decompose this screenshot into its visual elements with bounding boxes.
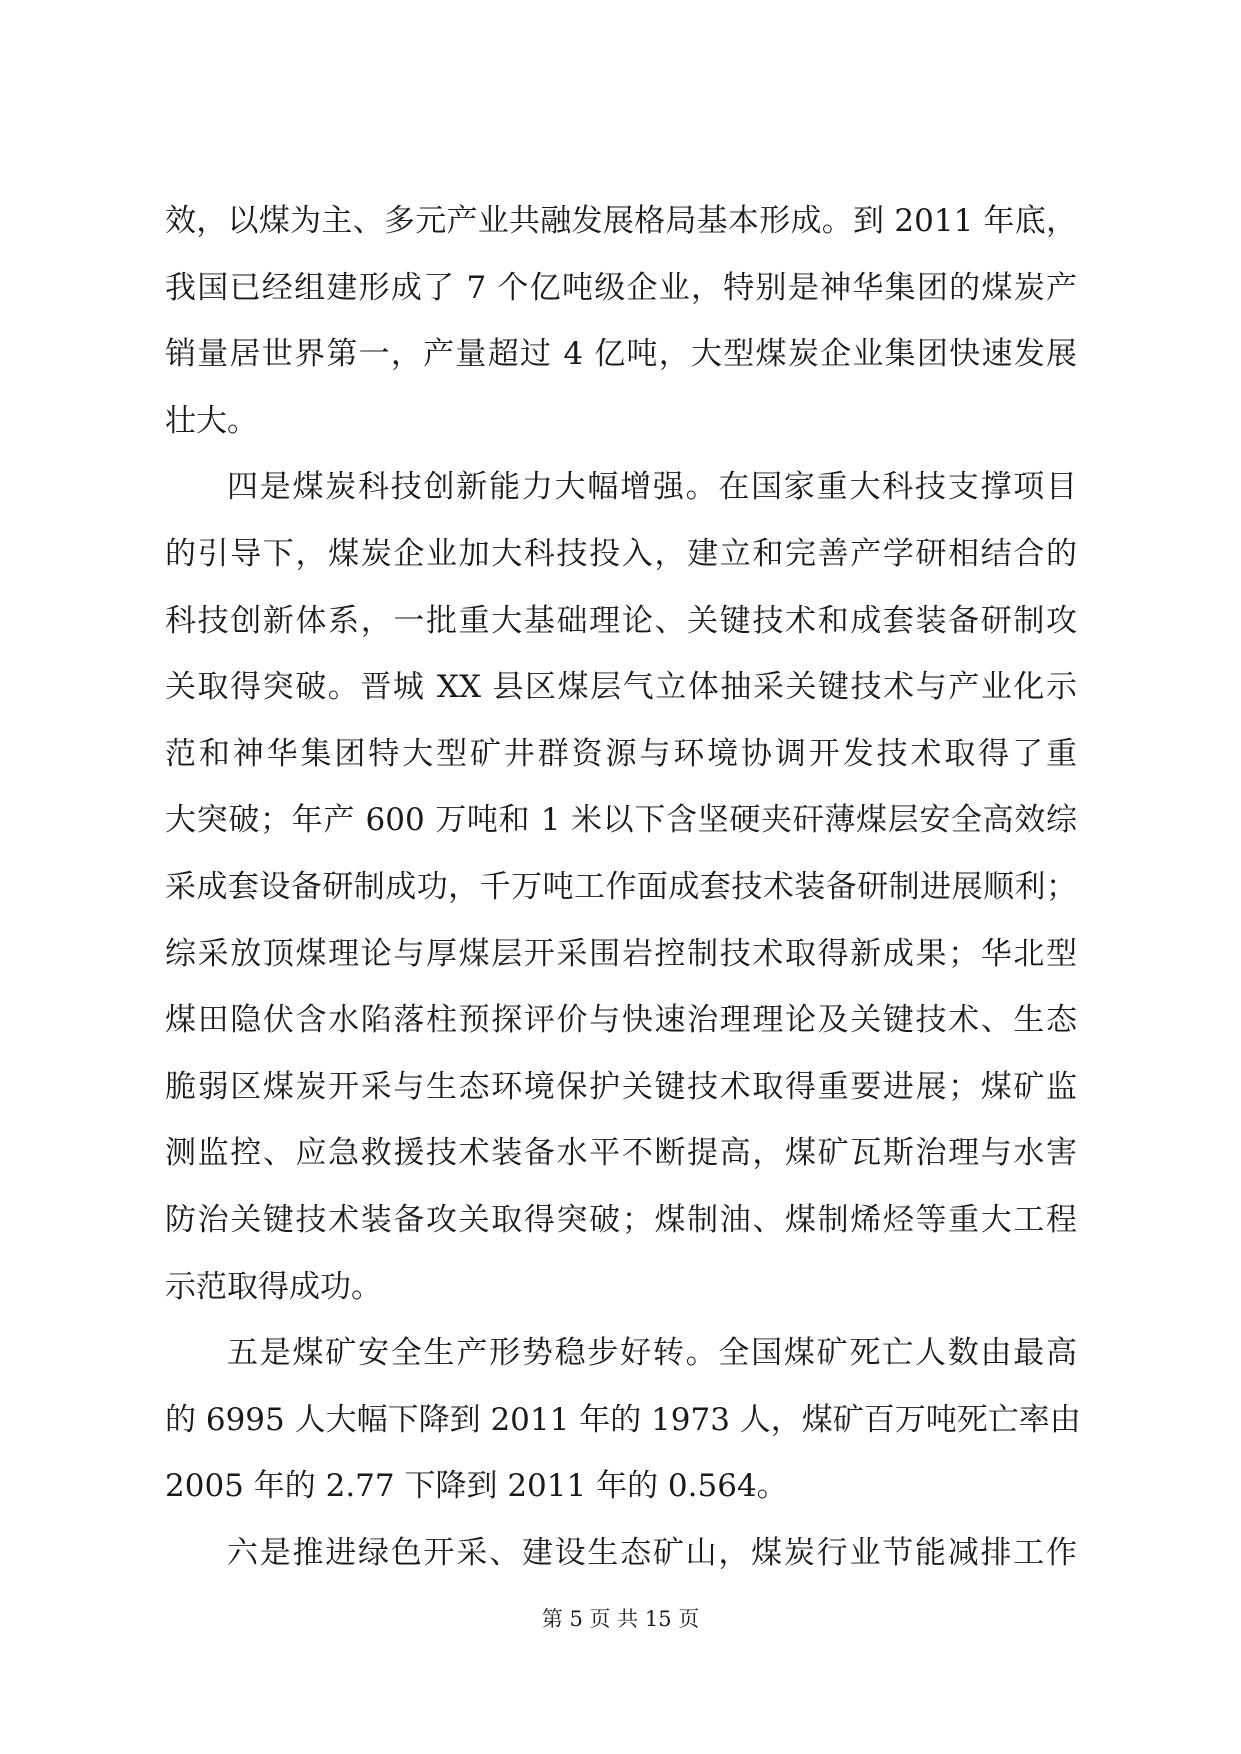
paragraph-start-line: 五是煤矿安全生产形势稳步好转。全国煤矿死亡人数由最高 xyxy=(227,1335,1077,1372)
text-line: 2005 年的 2.77 下降到 2011 年的 0.564。 xyxy=(165,1468,788,1505)
text-line: 煤田隐伏含水陷落柱预探评价与快速治理理论及关键技术、生态 xyxy=(165,1002,1077,1039)
document-body xyxy=(165,188,1081,1586)
text-line: 的引导下，煤炭企业加大科技投入，建立和完善产学研相结合的 xyxy=(165,535,1077,572)
text-line: 我国已经组建形成了 7 个亿吨级企业，特别是神华集团的煤炭产 xyxy=(165,269,1077,306)
text-line: 大突破；年产 600 万吨和 1 米以下含坚硬夹矸薄煤层安全高效综 xyxy=(165,802,1077,839)
text-line: 防治关键技术装备攻关取得突破；煤制油、煤制烯烃等重大工程 xyxy=(165,1201,1077,1238)
text-line: 科技创新体系，一批重大基础理论、关键技术和成套装备研制攻 xyxy=(165,602,1077,639)
text-line: 效，以煤为主、多元产业共融发展格局基本形成。到 2011 年底， xyxy=(165,203,1077,239)
text-line: 脆弱区煤炭开采与生态环境保护关键技术取得重要进展；煤矿监 xyxy=(165,1068,1077,1105)
text-line: 销量居世界第一，产量超过 4 亿吨，大型煤炭企业集团快速发展 xyxy=(165,336,1077,373)
text-line: 的 6995 人大幅下降到 2011 年的 1973 人，煤矿百万吨死亡率由 xyxy=(165,1401,1081,1438)
text-line: 关取得突破。晋城 XX 县区煤层气立体抽采关键技术与产业化示 xyxy=(165,669,1077,706)
page-number-footer: 第 5 页 共 15 页 xyxy=(541,1607,700,1631)
text-line: 壮大。 xyxy=(165,402,258,439)
text-line: 采成套设备研制成功，千万吨工作面成套技术装备研制进展顺利； xyxy=(165,868,1077,905)
text-line: 示范取得成功。 xyxy=(165,1268,382,1305)
paragraph-start-line: 六是推进绿色开采、建设生态矿山，煤炭行业节能减排工作 xyxy=(227,1534,1077,1571)
paragraph-start-line: 四是煤炭科技创新能力大幅增强。在国家重大科技支撑项目 xyxy=(227,469,1077,506)
text-line: 综采放顶煤理论与厚煤层开采围岩控制技术取得新成果；华北型 xyxy=(165,935,1077,972)
text-line: 测监控、应急救援技术装备水平不断提高，煤矿瓦斯治理与水害 xyxy=(165,1135,1077,1172)
text-line: 范和神华集团特大型矿井群资源与环境协调开发技术取得了重 xyxy=(165,735,1077,772)
